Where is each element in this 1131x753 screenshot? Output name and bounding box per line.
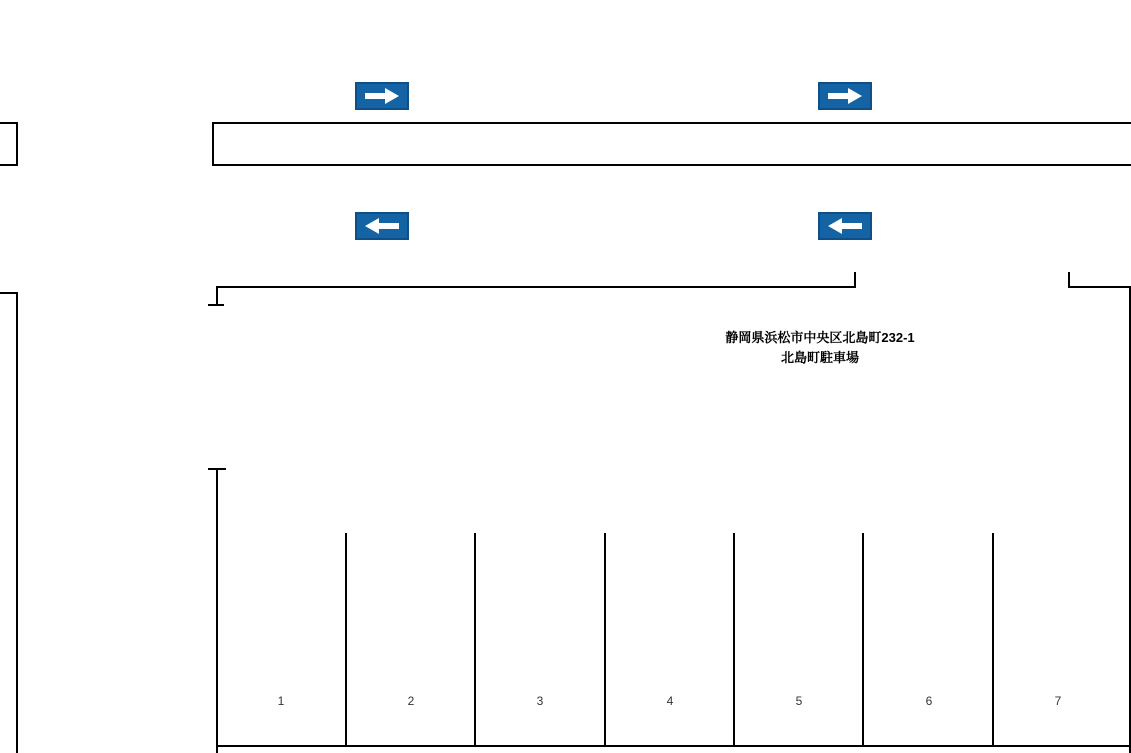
stall-number: 4 (666, 694, 674, 708)
arrow-left-sign-left (355, 212, 409, 240)
lot-boundary-tick-right (1068, 272, 1070, 288)
lot-boundary-north-left (216, 286, 856, 288)
road-left-stub-vertical (16, 122, 18, 166)
road-edge-north (212, 122, 1131, 124)
stall-divider (345, 533, 347, 745)
road-west-cap (212, 122, 214, 166)
address-label (620, 328, 1020, 368)
address-line-1: 静岡県浜松市中央区北島町232-1 (725, 330, 915, 345)
road-left-stub-bottom (0, 164, 18, 166)
west-parcel-edge-vertical (16, 292, 18, 753)
address-line-2: 北島町駐車場 (780, 350, 859, 366)
arrow-left-icon (365, 218, 399, 234)
arrow-right-sign-right (818, 82, 872, 110)
stall-number: 6 (925, 694, 933, 708)
stall-divider (992, 533, 994, 745)
arrow-right-icon (365, 88, 399, 104)
arrow-left-icon (828, 218, 862, 234)
lot-corner-hook-horizontal (208, 304, 224, 306)
lot-boundary-north-right (1068, 286, 1131, 288)
lot-boundary-tick-center (854, 272, 856, 288)
stall-divider (862, 533, 864, 745)
parking-area-south-edge (216, 745, 1131, 747)
stall-number: 2 (407, 694, 415, 708)
road-edge-south (212, 164, 1131, 166)
stall-number: 1 (277, 694, 285, 708)
stall-divider (604, 533, 606, 745)
lot-corner-hook-vertical (216, 286, 218, 306)
stall-divider (733, 533, 735, 745)
arrow-right-sign-left (355, 82, 409, 110)
arrow-left-sign-right (818, 212, 872, 240)
stall-number: 5 (795, 694, 803, 708)
stall-number: 3 (536, 694, 544, 708)
parking-area-west-edge (216, 468, 218, 753)
stall-number: 7 (1054, 694, 1062, 708)
arrow-right-icon (828, 88, 862, 104)
stall-divider (474, 533, 476, 745)
